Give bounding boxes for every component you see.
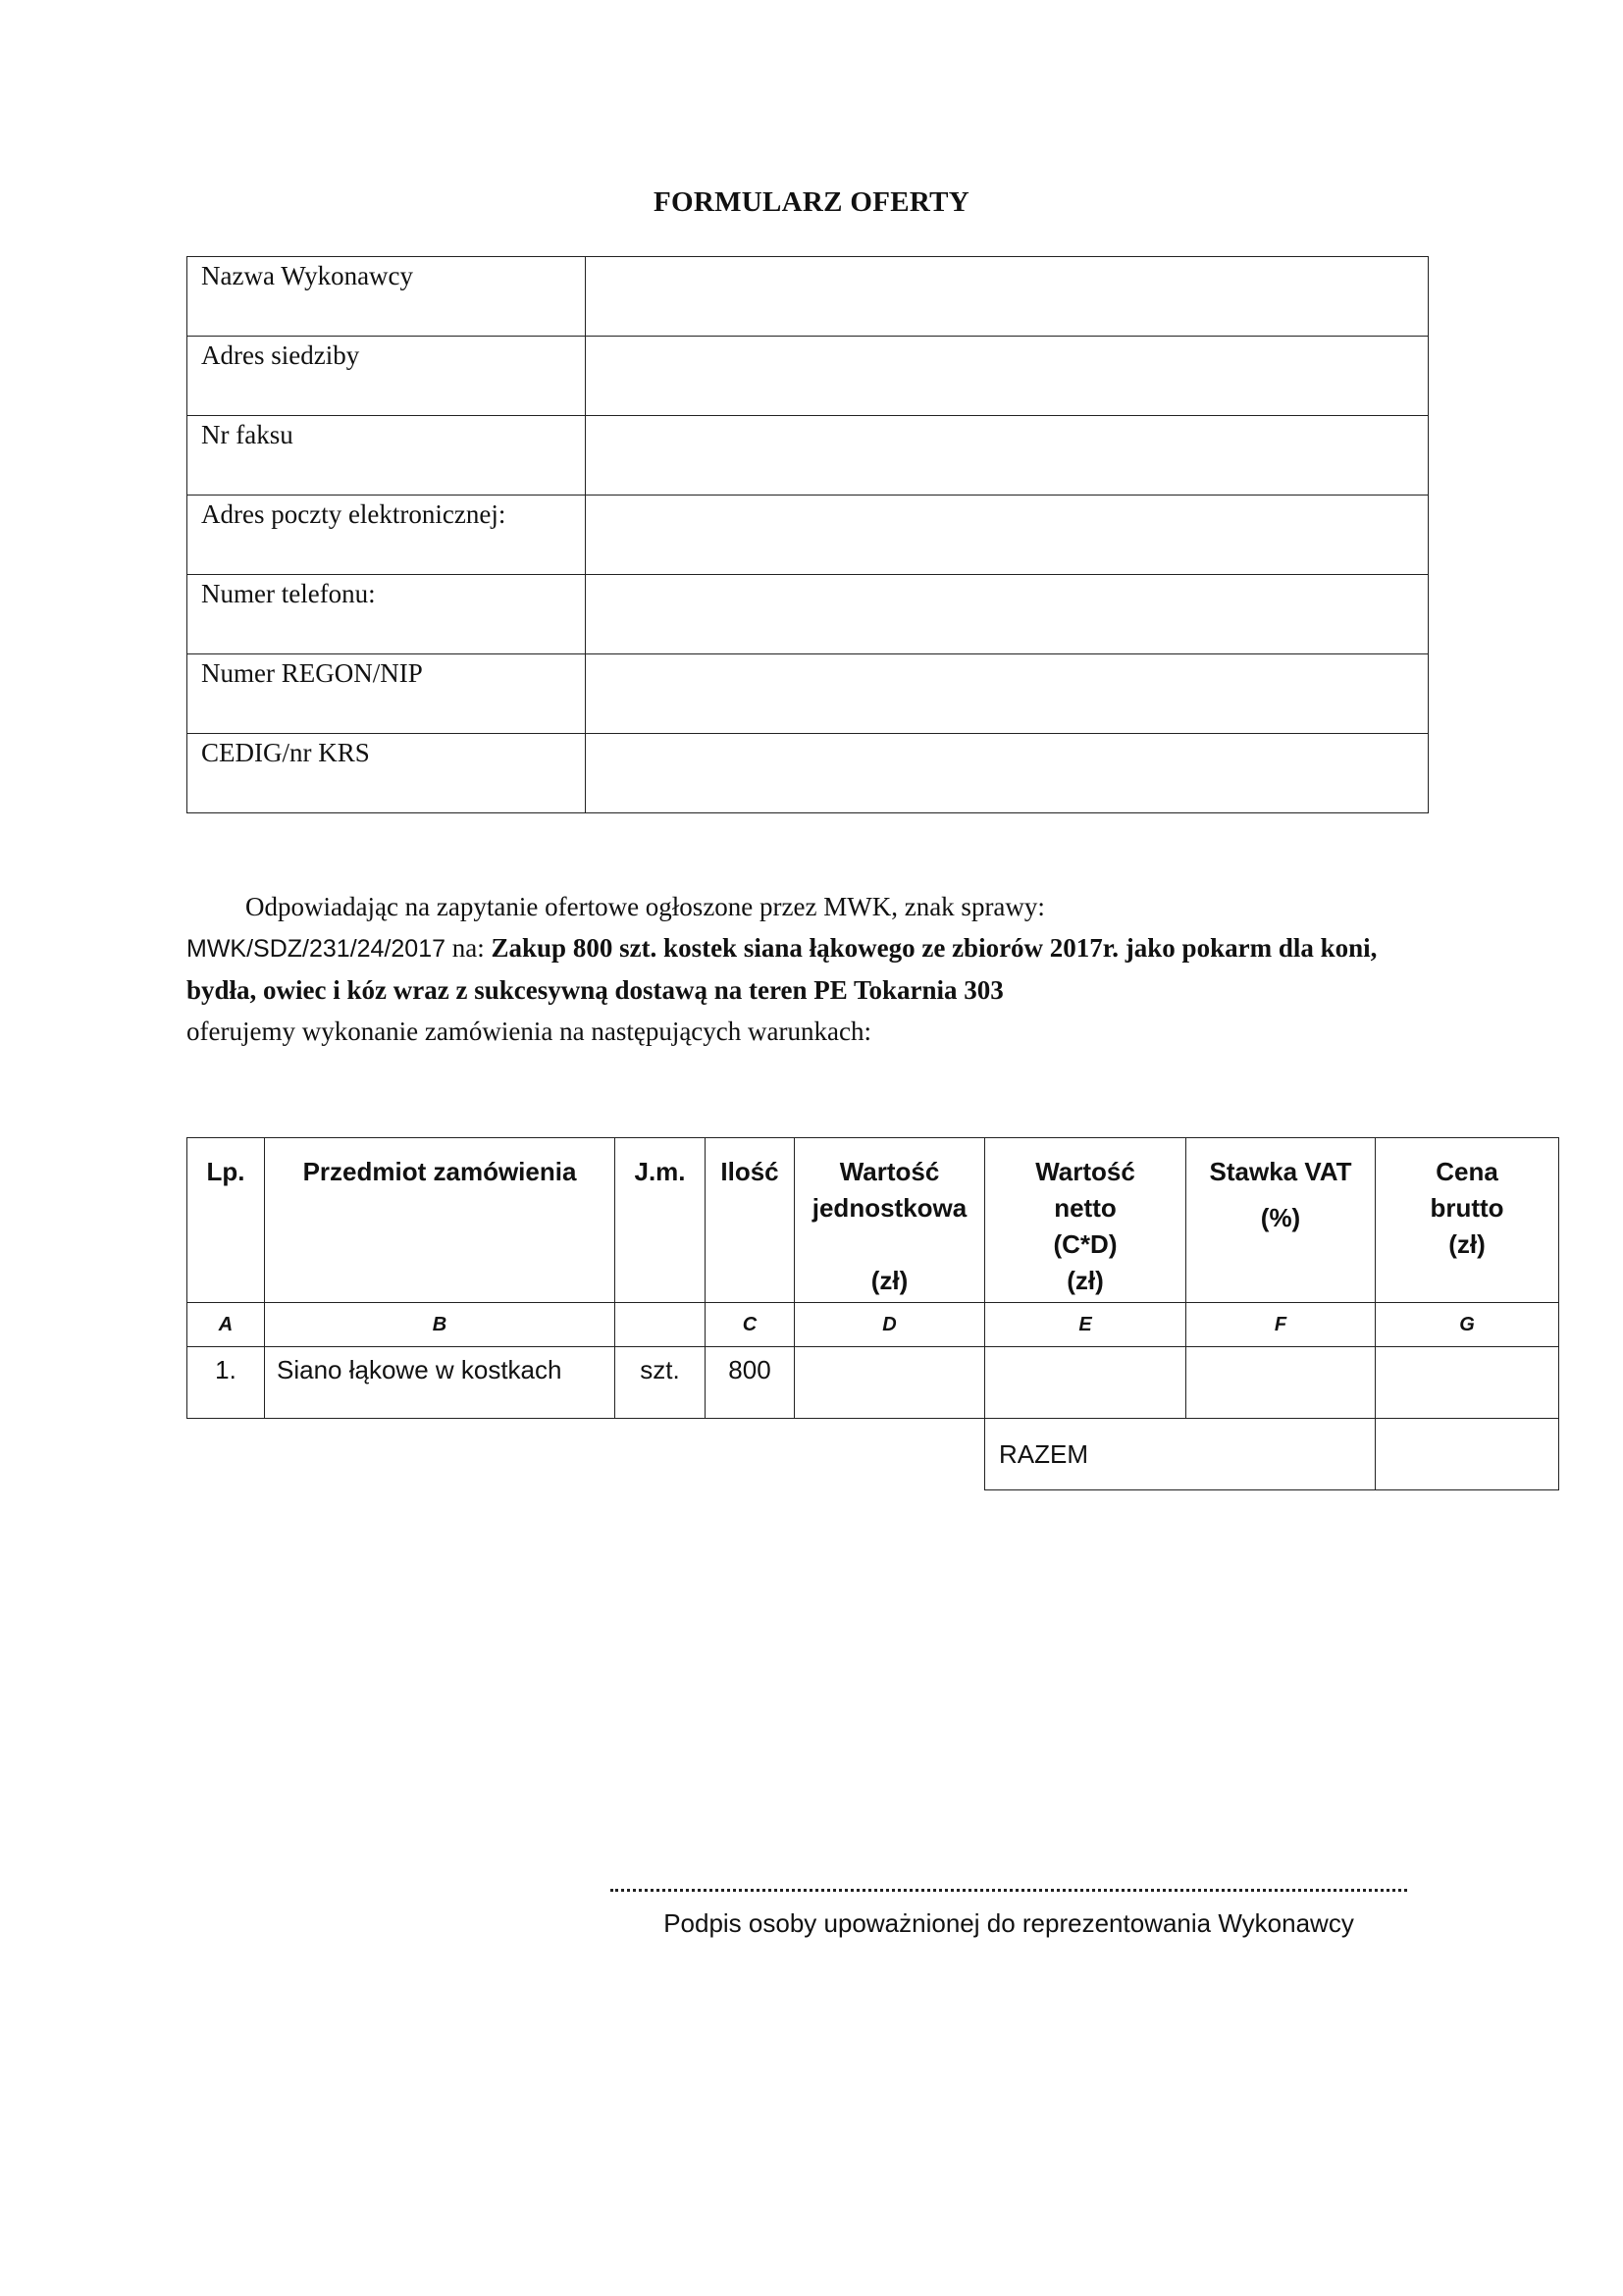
contractor-row-regon (187, 654, 1429, 734)
column-letter: D (795, 1303, 985, 1347)
contractor-row-address (187, 337, 1429, 416)
col-header-net-value: Wartość netto (C*D) (zł) (985, 1138, 1186, 1303)
intro-text: na: (445, 933, 492, 963)
column-letter: A (187, 1303, 265, 1347)
col-header-qty: Ilość (706, 1138, 795, 1303)
column-letter: E (985, 1303, 1186, 1347)
order-subject: Zakup 800 szt. kostek siana łąkowego ze zbiorów 2017r. jako pokarm dla koni, bydła, owiec i kóz wraz z sukcesywną dostawą na teren PE Tokarnia 303 (186, 933, 1378, 1005)
contractor-row-name (187, 257, 1429, 337)
contractor-phone-field[interactable] (586, 575, 1428, 652)
total-row (187, 1419, 1559, 1490)
column-letter: F (1186, 1303, 1376, 1347)
contractor-row-email (187, 496, 1429, 575)
col-header-lp: Lp. (187, 1138, 265, 1303)
total-label: RAZEM (985, 1419, 1376, 1490)
case-reference: MWK/SDZ/231/24/2017 (186, 935, 446, 963)
field-label: Numer REGON/NIP (187, 654, 586, 734)
column-letter: G (1376, 1303, 1559, 1347)
signature-caption: Podpis osoby upoważnionej do reprezentowania Wykonawcy (663, 1908, 1354, 1938)
contractor-regon-nip-field[interactable] (586, 654, 1428, 731)
total-value-cell[interactable] (1376, 1419, 1559, 1490)
column-letter-row (187, 1303, 1559, 1347)
row-unit: szt. (615, 1347, 706, 1419)
row-unit-value-cell[interactable] (795, 1347, 985, 1419)
column-letter: C (706, 1303, 795, 1347)
field-label: Numer telefonu: (187, 575, 586, 654)
contractor-name-field[interactable] (586, 257, 1428, 334)
col-header-subject: Przedmiot zamówienia (265, 1138, 615, 1303)
contractor-email-field[interactable] (586, 496, 1428, 572)
column-letter (615, 1303, 706, 1347)
contractor-krs-field[interactable] (586, 734, 1428, 810)
contractor-details-table (186, 256, 1429, 813)
contractor-fax-field[interactable] (586, 416, 1428, 493)
field-label: Nazwa Wykonawcy (187, 257, 586, 337)
page-title: FORMULARZ OFERTY (654, 186, 969, 218)
column-letter: B (265, 1303, 615, 1347)
intro-paragraph (186, 886, 1393, 1052)
contractor-row-krs (187, 734, 1429, 813)
row-gross-cell[interactable] (1376, 1347, 1559, 1419)
field-label: Nr faksu (187, 416, 586, 496)
col-header-vat: Stawka VAT (%) (1186, 1138, 1376, 1303)
row-net-value-cell[interactable] (985, 1347, 1186, 1419)
field-label: Adres poczty elektronicznej: (187, 496, 586, 575)
order-table (186, 1137, 1559, 1490)
contractor-row-fax (187, 416, 1429, 496)
field-label: Adres siedziby (187, 337, 586, 416)
intro-text: oferujemy wykonanie zamówienia na następujących warunkach: (186, 1017, 871, 1046)
col-header-unit: J.m. (615, 1138, 706, 1303)
contractor-row-phone (187, 575, 1429, 654)
contractor-address-field[interactable] (586, 337, 1428, 413)
row-qty: 800 (706, 1347, 795, 1419)
intro-text: Odpowiadając na zapytanie ofertowe ogłoszone przez MWK, znak sprawy: (245, 892, 1045, 921)
row-vat-cell[interactable] (1186, 1347, 1376, 1419)
col-header-gross: Cena brutto (zł) (1376, 1138, 1559, 1303)
field-label: CEDIG/nr KRS (187, 734, 586, 813)
header-row (187, 1138, 1559, 1303)
col-header-unit-value: Wartość jednostkowa (zł) (795, 1138, 985, 1303)
row-lp: 1. (187, 1347, 265, 1419)
table-row (187, 1347, 1559, 1419)
row-subject: Siano łąkowe w kostkach (265, 1347, 615, 1419)
signature-line (610, 1889, 1407, 1892)
